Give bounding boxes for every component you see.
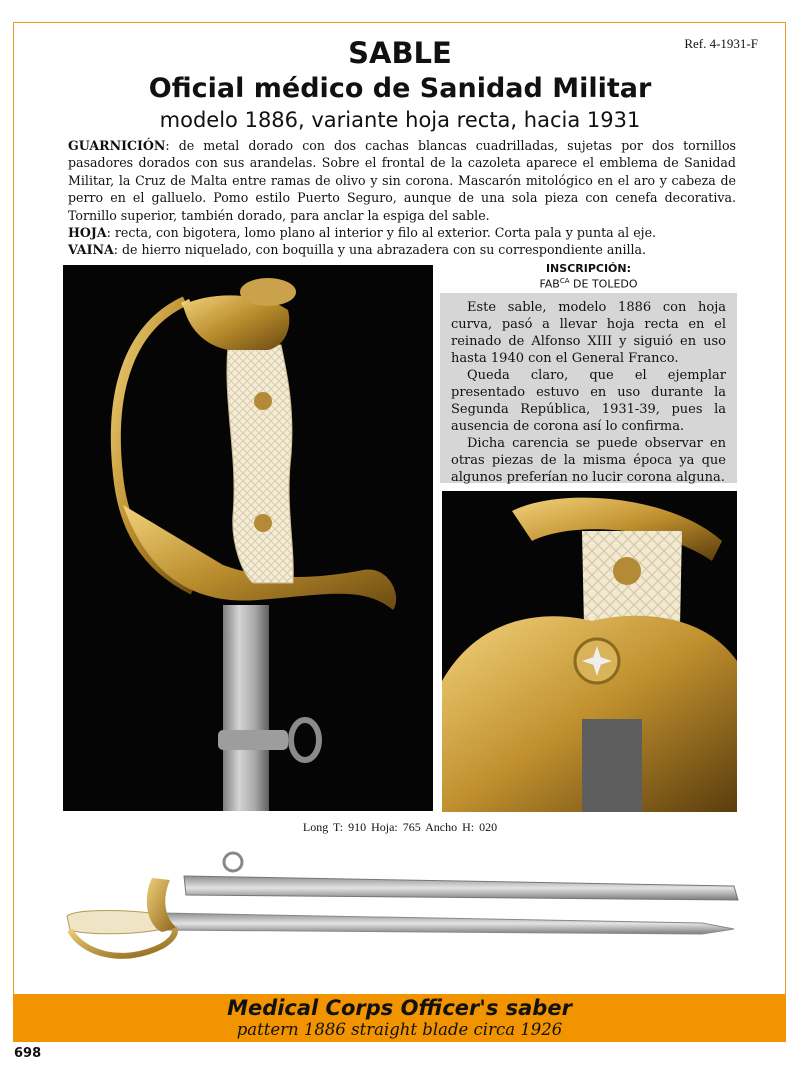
page-title: SABLE [348, 36, 452, 70]
full-saber-photo [62, 848, 742, 973]
note-paragraph-1: Este sable, modelo 1886 con hoja curva, pasó a llevar hoja recta en el reinado de Alfonso XIII y siguió en uso hasta 1940 con el General Franco. [451, 300, 726, 366]
guard-detail-photo [442, 491, 737, 812]
historical-note [440, 293, 737, 483]
reference-number: Ref. 4-1931-F [684, 36, 758, 51]
guarnicion-paragraph [68, 137, 736, 224]
inscription-fab: FAB [539, 277, 560, 291]
inscription-text [440, 277, 737, 291]
full-saber-illustration [62, 848, 742, 973]
page-number: 698 [14, 1046, 42, 1061]
inscription-rest: DE TOLEDO [569, 277, 638, 291]
vaina-text: : de hierro niquelado, con boquilla y una abrazadera con su correspondiente anilla. [113, 242, 647, 258]
vaina-paragraph [68, 241, 736, 258]
description-block [68, 137, 736, 259]
guarnicion-text: : de metal dorado con dos cachas blancas cuadrilladas, sujetas por dos tornillos pasadores dorados con sus arandelas. Sobre el frontal de la cazoleta aparece el emblema de Sanidad Militar, la Cruz de Malta entre ramas de olivo y sin corona. Mascarón mitológico en el aro y cabeza de perro en el galluelo. Pomo estilo Puerto Seguro, aunque de una sola pieza con cenefa decorativa. Tornillo superior, también dorado, para anclar la espiga del sable. [68, 138, 736, 223]
note-paragraph-2: Queda claro, que el ejemplar presentado estuvo en uso durante la Segunda República, 1931-39, pues la ausencia de corona así lo confirma. [451, 368, 726, 434]
english-banner [13, 994, 786, 1042]
inscription-superscript: CA [559, 277, 570, 285]
model-line: modelo 1886, variante hoja recta, hacia 1931 [159, 108, 641, 132]
guarnicion-label: GUARNICIÓN [68, 138, 166, 153]
guard-detail-illustration [442, 491, 737, 812]
hilt-illustration [63, 265, 433, 811]
banner-subtitle: pattern 1886 straight blade circa 1926 [236, 1020, 563, 1039]
page-subtitle: Oficial médico de Sanidad Militar [148, 73, 652, 104]
inscription-title: INSCRIPCIÓN: [545, 262, 632, 275]
hilt-photo [63, 265, 433, 811]
banner-title: Medical Corps Officer's saber [227, 996, 572, 1020]
vaina-label: VAINA [68, 242, 114, 258]
measurements: Long T: 910 Hoja: 765 Ancho H: 020 [302, 820, 498, 834]
hoja-paragraph [68, 224, 736, 241]
hoja-label: HOJA [68, 225, 107, 241]
note-paragraph-3: Dicha carencia se puede observar en otras piezas de la misma época ya que algunos preferían no lucir corona alguna. [451, 436, 726, 485]
hoja-text: : recta, con bigotera, lomo plano al interior y filo al exterior. Corta pala y punta al eje. [106, 225, 657, 241]
